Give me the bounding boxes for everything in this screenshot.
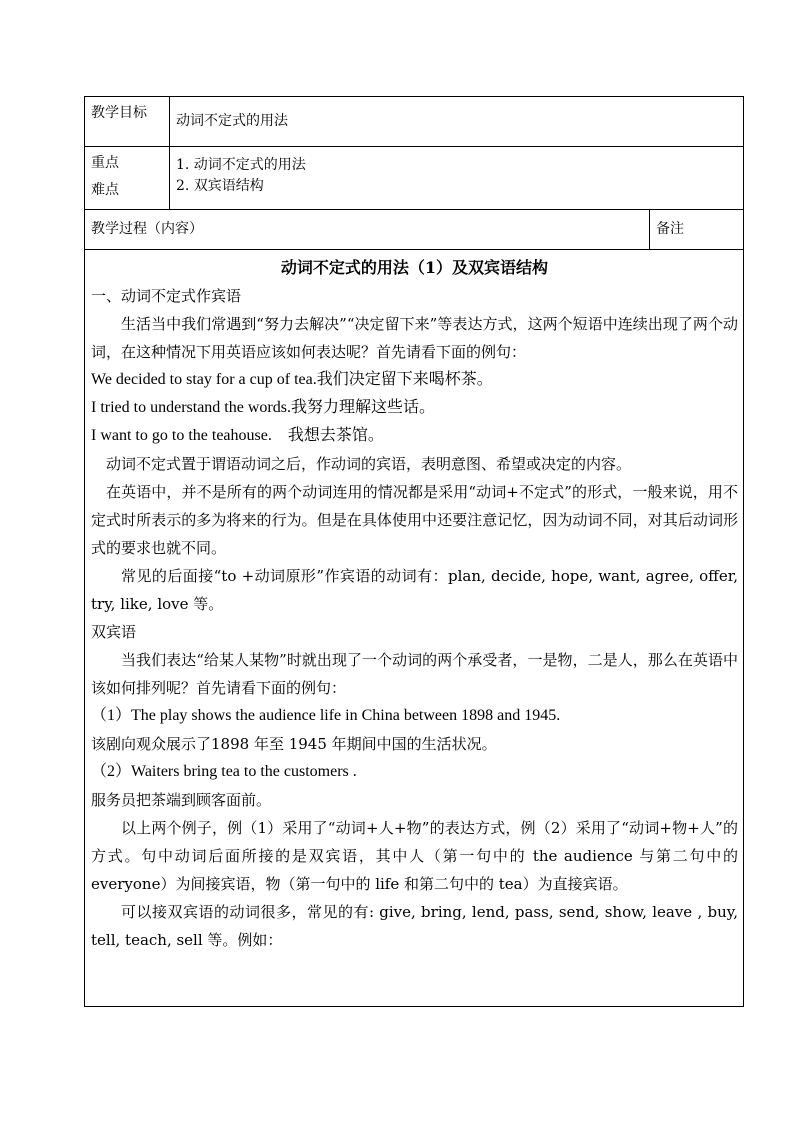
lesson-plan-table (84, 96, 744, 1007)
objective-row (84, 96, 744, 146)
objective-label: 教学目标 (91, 105, 147, 121)
example-sentence: I tried to understand the words.我努力理解这些话。 (91, 399, 435, 416)
example-translation: 该剧向观众展示了1898 年至 1945 年期间中国的生活状况。 (91, 735, 497, 753)
section-heading-infinitive: 一、动词不定式作宾语 (91, 287, 242, 305)
process-label: 教学过程（内容） (91, 221, 203, 237)
key-points-label (85, 147, 169, 209)
objective-value: 动词不定式的用法 (169, 97, 743, 146)
content-title: 动词不定式的用法（1）及双宾语结构 (280, 258, 549, 277)
notes-label: 备注 (649, 210, 743, 249)
paragraph: 动词不定式置于谓语动词之后，作动词的宾语，表明意图、希望或决定的内容。 (106, 455, 632, 473)
content-row (84, 249, 744, 1007)
key-point-item: 2. 双宾语结构 (176, 178, 264, 194)
section-heading-double-object: 双宾语 (91, 623, 137, 641)
content-body (85, 250, 743, 954)
paragraph: 在英语中，并不是所有的两个动词连用的情况都是采用“动词+不定式”的形式，一般来说，用不定式时所表示的多为将来的行为。但是在具体使用中还要注意记忆，因为动词不同，对其后动词形式的要求也就不同。 (91, 483, 738, 557)
process-header-row (84, 209, 744, 249)
example-sentence: We decided to stay for a cup of tea.我们决定留下来喝杯茶。 (91, 371, 493, 388)
paragraph: 以上两个例子，例（1）采用了“动词+人+物”的表达方式，例（2）采用了“动词+物+人”的方式。句中动词后面所接的是双宾语，其中人（第一句中的 the audience 与第二句中的 everyone）为间接宾语，物（第一句中的 life 和第二句中的 tea）为直接宾语。 (91, 819, 738, 893)
key-points-row (84, 146, 744, 209)
key-point-item: 1. 动词不定式的用法 (176, 157, 306, 173)
example-sentence: （1）The play shows the audience life in China between 1898 and 1945. (91, 707, 561, 724)
key-points-list (169, 147, 743, 209)
paragraph: 生活当中我们常遇到“努力去解决”“决定留下来”等表达方式，这两个短语中连续出现了两个动词，在这种情况下用英语应该如何表达呢？首先请看下面的例句： (91, 315, 738, 361)
example-sentence: I want to go to the teahouse. 我想去茶馆。 (91, 427, 384, 444)
example-sentence: （2）Waiters bring tea to the customers . (91, 763, 357, 780)
key-points-label-line2: 难点 (91, 182, 119, 198)
paragraph: 可以接双宾语的动词很多，常见的有: give, bring, lend, pass, send, show, leave , buy, tell, teach, sell 等。例如： (91, 903, 738, 949)
paragraph: 常见的后面接“to +动词原形”作宾语的动词有：plan, decide, hope, want, agree, offer, try, like, love 等。 (91, 567, 738, 613)
paragraph: 当我们表达“给某人某物”时就出现了一个动词的两个承受者，一是物，二是人，那么在英语中该如何排列呢？首先请看下面的例句： (91, 651, 738, 697)
key-points-label-line1: 重点 (91, 155, 119, 171)
example-translation: 服务员把茶端到顾客面前。 (91, 791, 272, 809)
